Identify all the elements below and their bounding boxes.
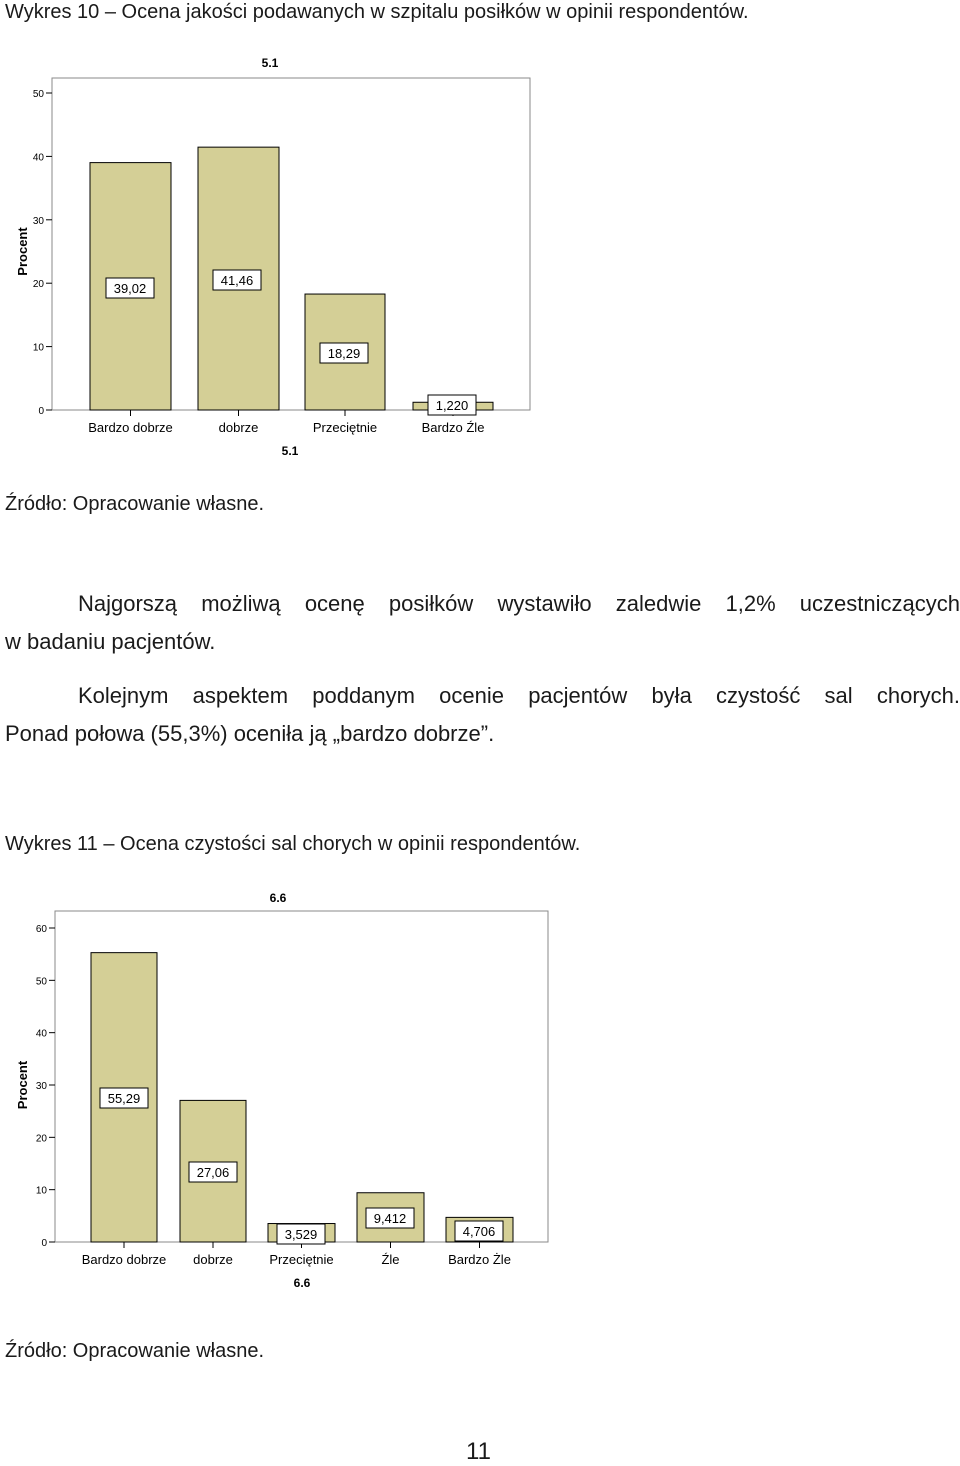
chart2-data-label: 27,06: [196, 1165, 230, 1180]
chart2-y-tick-label: 10: [35, 1185, 47, 1197]
chart-1: [0, 40, 560, 510]
chart1-data-label: 1,220: [435, 398, 469, 413]
chart1-y-tick-label: 40: [32, 152, 44, 164]
paragraph-2-line-1: Kolejnym aspektem poddanym ocenie pacjentów była czystość sal chorych.: [78, 683, 960, 708]
chart1-y-tick-label: 50: [32, 89, 44, 100]
chart2-y-axis-label: Procent: [15, 1060, 30, 1110]
chart1-data-label: 39,02: [113, 281, 147, 296]
chart2-x-tick-label: Bardzo Żle: [448, 1252, 511, 1267]
chart2-y-tick-label: 0: [41, 1238, 47, 1249]
chart2-x-tick-label: Źle: [381, 1252, 400, 1267]
page-number: 11: [466, 1438, 491, 1465]
paragraph-1: [5, 585, 960, 661]
chart2-x-tick-label: Bardzo dobrze: [81, 1252, 167, 1267]
chart1-x-tick-label: Bardzo dobrze: [88, 420, 173, 435]
chart2-y-tick-label: 50: [35, 976, 47, 988]
chart2-y-tick-label: 40: [35, 1028, 47, 1040]
chart2-caption: Wykres 11 – Ocena czystości sal chorych w opinii respondentów.: [5, 833, 581, 855]
chart2-y-tick-label: 60: [35, 924, 47, 935]
chart1-title: 5.1: [261, 56, 279, 70]
chart1-y-tick-label: 0: [38, 406, 44, 417]
paragraph-1-line-2: w badaniu pacjentów.: [5, 629, 216, 654]
chart2-y-tick-label: 30: [35, 1081, 47, 1092]
chart1-y-tick-label: 10: [32, 342, 44, 354]
source-note-1: Źródło: Opracowanie własne.: [5, 493, 265, 515]
chart1-x-tick-label: Przeciętnie: [312, 420, 378, 435]
source-note-2: Źródło: Opracowanie własne.: [5, 1340, 265, 1362]
chart1-caption: Wykres 10 – Ocena jakości podawanych w szpitalu posiłków w opinii respondentów.: [5, 1, 749, 23]
chart1-x-tick-label: dobrze: [218, 420, 259, 435]
chart2-x-axis-label: 6.6: [293, 1276, 311, 1290]
chart2-data-label: 3,529: [284, 1227, 318, 1242]
chart2-x-tick-label: dobrze: [193, 1252, 233, 1267]
chart2-data-label: 4,706: [462, 1224, 496, 1239]
paragraph-2-line-2: Ponad połowa (55,3%) oceniła ją „bardzo dobrze”.: [5, 721, 495, 746]
chart2-data-label: 55,29: [107, 1091, 141, 1106]
chart1-y-tick-label: 30: [32, 215, 44, 227]
chart1-y-tick-label: 20: [32, 279, 44, 291]
chart2-title: 6.6: [269, 891, 287, 905]
chart2-y-tick-label: 20: [35, 1133, 47, 1145]
paragraph-2: [5, 677, 960, 753]
chart1-y-axis-label: Procent: [15, 227, 30, 276]
paragraph-1-line-1: Najgorszą możliwą ocenę posiłków wystawiło zaledwie 1,2% uczestniczących: [78, 591, 960, 616]
chart2-x-tick-label: Przeciętnie: [269, 1252, 334, 1267]
chart2-data-label: 9,412: [373, 1211, 407, 1226]
chart1-data-label: 18,29: [327, 346, 361, 361]
chart1-data-label: 41,46: [220, 273, 254, 288]
chart1-x-tick-label: Bardzo Źle: [421, 420, 485, 435]
chart1-x-axis-label: 5.1: [281, 444, 299, 458]
chart-2: [0, 880, 580, 1300]
